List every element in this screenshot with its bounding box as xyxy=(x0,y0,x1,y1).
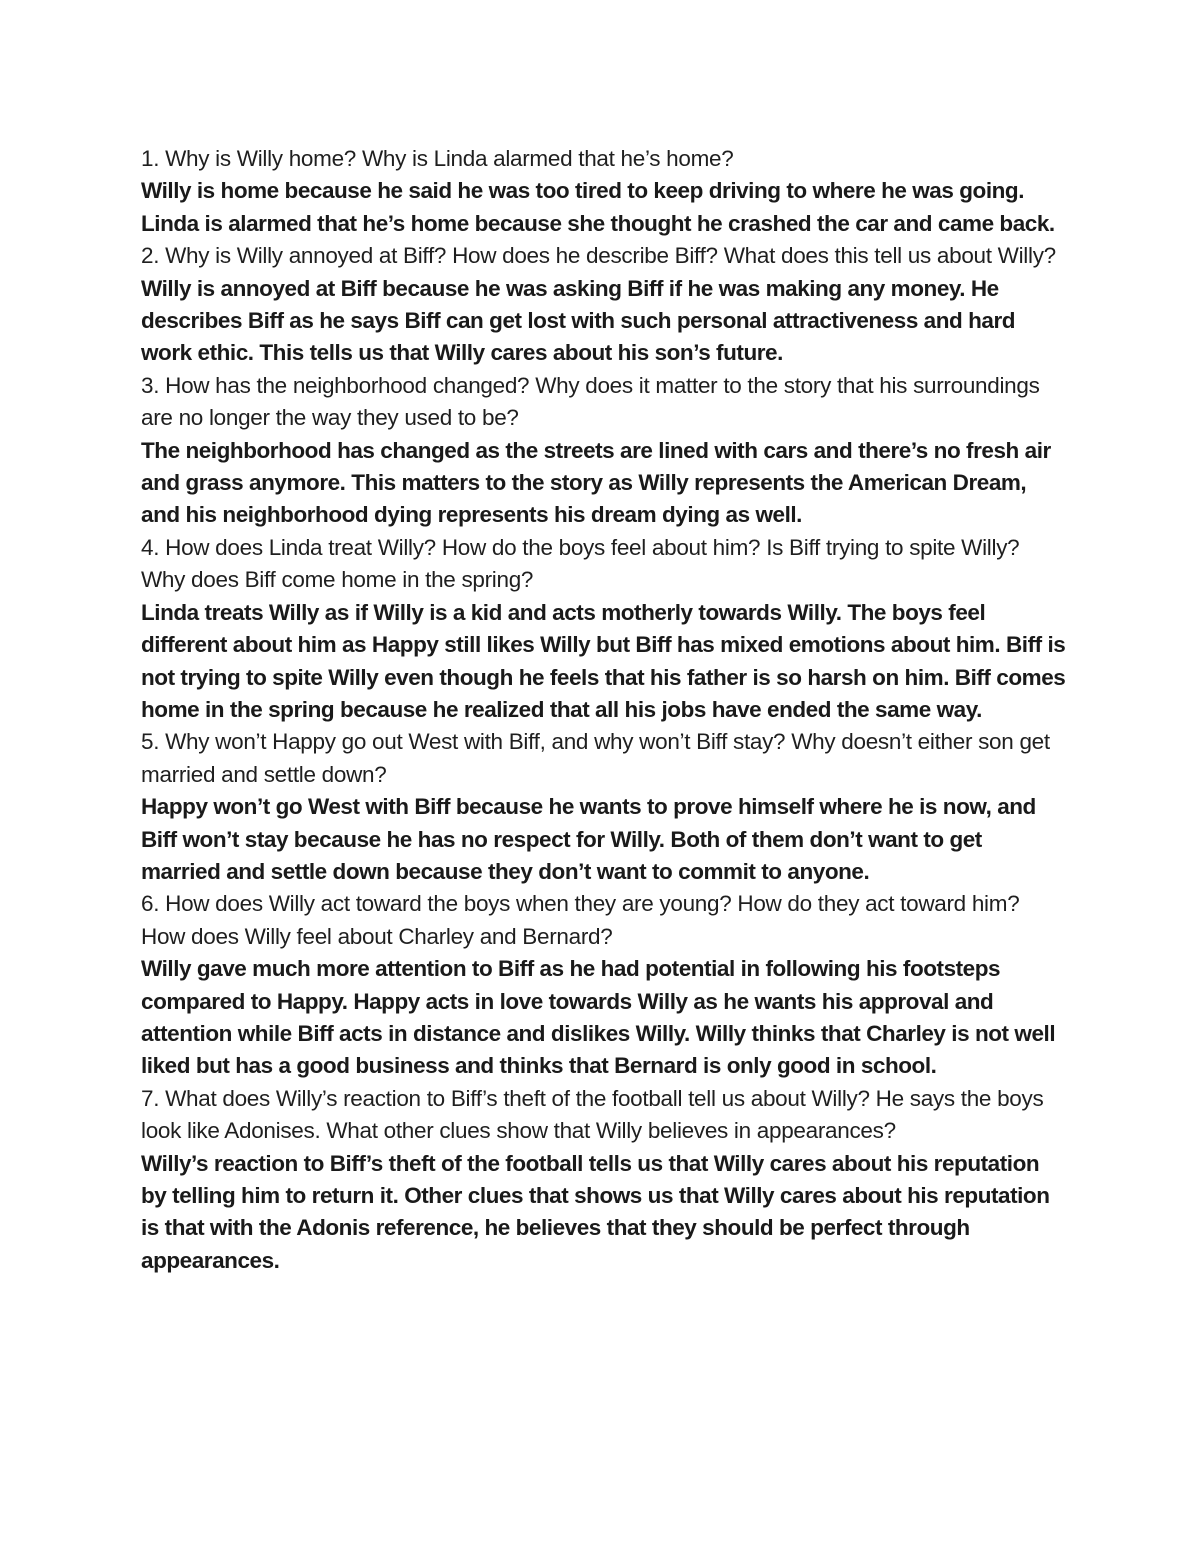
answer-text: Willy is home because he said he was too tired to keep driving to where he was going. Linda is alarmed that he’s home because she thought he crashed the car and came back. xyxy=(141,178,1055,236)
qa-item-2 xyxy=(141,240,1066,370)
answer-text: Willy gave much more attention to Biff as he had potential in following his footsteps compared to Happy. Happy acts in love towards Willy as he wants his approval and attention while Biff acts in distance and dislikes Willy. Willy thinks that Charley is not well liked but has a good business and thinks that Bernard is only good in school. xyxy=(141,956,1056,1079)
question-text: 3. How has the neighborhood changed? Why does it matter to the story that his surroundings are no longer the way they used to be? xyxy=(141,372,1040,431)
answer-text: The neighborhood has changed as the streets are lined with cars and there’s no fresh air and grass anymore. This matters to the story as Willy represents the American Dream, and his neighborhood dying represents his dream dying as well. xyxy=(141,437,1051,528)
answer-text: Willy’s reaction to Biff’s theft of the football tells us that Willy cares about his reputation by telling him to return it. Other clues that shows us that Willy cares about his reputation is that with the Adonis reference, he believes that they should be perfect through appearances. xyxy=(141,1150,1050,1273)
answer-text: Happy won’t go West with Biff because he wants to prove himself where he is now, and Biff won’t stay because he has no respect for Willy. Both of them don’t want to get married and settle down because they don’t want to commit to anyone. xyxy=(141,794,1036,884)
qa-item-5 xyxy=(141,726,1066,888)
answer-text: Linda treats Willy as if Willy is a kid and acts motherly towards Willy. The boys feel different about him as Happy still likes Willy but Biff has mixed emotions about him. Biff is not trying to spite Willy even though he feels that his father is so harsh on him. Biff comes home in the spring because he realized that all his jobs have ended the same way. xyxy=(141,599,1066,722)
answer-text: Willy is annoyed at Biff because he was asking Biff if he was making any money. He describes Biff as he says Biff can get lost with such personal attractiveness and hard work ethic. This tells us that Willy cares about his son’s future. xyxy=(141,275,1016,366)
qa-item-6 xyxy=(141,888,1066,1082)
question-text: 5. Why won’t Happy go out West with Biff, and why won’t Biff stay? Why doesn’t either son get married and settle down? xyxy=(141,729,1050,787)
qa-item-4 xyxy=(141,532,1066,726)
question-text: 4. How does Linda treat Willy? How do the boys feel about him? Is Biff trying to spite Willy? Why does Biff come home in the spring? xyxy=(141,534,1020,593)
question-text: 2. Why is Willy annoyed at Biff? How does he describe Biff? What does this tell us about Willy? xyxy=(141,243,1056,269)
qa-item-1 xyxy=(141,143,1066,240)
document-page xyxy=(141,143,1066,1277)
question-text: 1. Why is Willy home? Why is Linda alarmed that he’s home? xyxy=(141,146,734,171)
question-text: 7. What does Willy’s reaction to Biff’s theft of the football tell us about Willy? He says the boys look like Adonises. What other clues show that Willy believes in appearances? xyxy=(141,1085,1044,1144)
qa-item-7 xyxy=(141,1083,1066,1277)
question-text: 6. How does Willy act toward the boys when they are young? How do they act toward him? How does Willy feel about Charley and Bernard? xyxy=(141,891,1020,949)
qa-item-3 xyxy=(141,370,1066,532)
